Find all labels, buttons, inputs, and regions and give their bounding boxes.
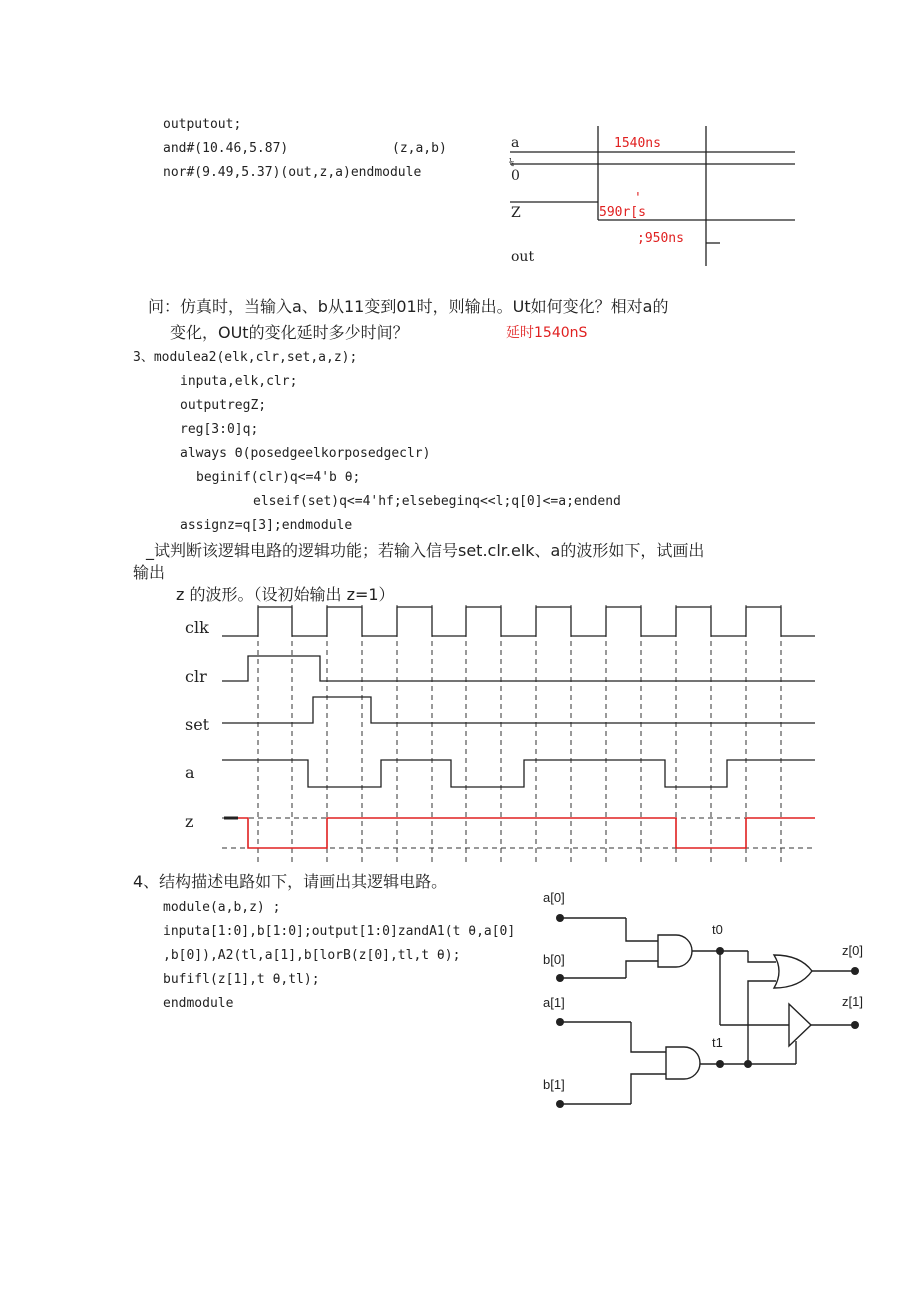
node-t1-b: [744, 1060, 752, 1068]
circuit-label-t0: t0: [712, 922, 723, 937]
timing1-ann-1540: 1540ns: [614, 136, 661, 151]
circuit-label-z1: z[1]: [842, 994, 863, 1009]
and-gate-a2: [666, 1047, 700, 1079]
node-t0: [716, 947, 724, 955]
question1-answer: 延时1540nS: [506, 325, 588, 341]
waveform-label-z: z: [185, 812, 194, 831]
node-b0: [556, 974, 564, 982]
timing1-label-a: a: [511, 135, 520, 151]
code-line-output: outputout;: [163, 117, 242, 132]
section4-code-3: bufifl(z[1],t θ,tl);: [163, 972, 320, 987]
node-z1: [851, 1021, 859, 1029]
node-z0: [851, 967, 859, 975]
circuit-label-t1: t1: [712, 1035, 723, 1050]
section3-question-line1: _试判断该逻辑电路的逻辑功能；若输入信号set.clr.elk、a的波形如下，试画出: [146, 541, 705, 560]
circuit-label-b1: b[1]: [543, 1077, 565, 1092]
timing1-label-out: out: [511, 249, 535, 265]
circuit-label-a1: a[1]: [543, 995, 565, 1010]
or-gate-b: [774, 955, 812, 988]
circuit-label-b0: b[0]: [543, 952, 565, 967]
section3-code-4: beginif(clr)q<=4'b θ;: [196, 470, 361, 485]
waveform-label-a: a: [185, 763, 195, 782]
timing1-label-z: Z: [511, 205, 521, 221]
section3-code-1: outputregZ;: [180, 398, 267, 413]
timing1-label-frac: ¼: [509, 158, 515, 168]
question1-line2: 变化，OUt的变化延时多少时间？: [170, 323, 409, 342]
section4-code-0: module(a,b,z) ;: [163, 900, 281, 915]
section3-code-6: assignz=q[3];endmodule: [180, 518, 353, 533]
node-a0: [556, 914, 564, 922]
waveform-label-set: set: [185, 715, 210, 734]
bufif1-gate: [789, 1004, 811, 1046]
section4-code-4: endmodule: [163, 996, 234, 1011]
code-line-and-args: (z,a,b): [392, 141, 447, 156]
section4-header: 4、结构描述电路如下，请画出其逻辑电路。: [133, 872, 448, 891]
section3-code-5: elseif(set)q<=4'hf;elsebeginq<<l;q[0]<=a;endend: [253, 494, 621, 509]
timing1-ann-tick: ': [634, 191, 642, 206]
and-gate-a1: [658, 935, 692, 967]
section4-code-2: ,b[0]),A2(tl,a[1],b[lorB(z[0],tl,t θ);: [163, 948, 461, 963]
waveform-label-clr: clr: [185, 667, 207, 686]
section3-header: 3、modulea2(elk,clr,set,a,z);: [133, 350, 358, 365]
timing1-label-zero: 0: [511, 168, 520, 184]
circuit-label-z0: z[0]: [842, 943, 863, 958]
code-line-nor: nor#(9.49,5.37)(out,z,a)endmodule: [163, 165, 422, 180]
section4-code-1: inputa[1:0],b[1:0];output[1:0]zandA1(t θ,a[0]: [163, 924, 516, 939]
section3-code-3: always Θ(posedgeelkorposedgeclr): [180, 446, 431, 461]
circuit-label-a0: a[0]: [543, 890, 565, 905]
node-a1: [556, 1018, 564, 1026]
node-t1-a: [716, 1060, 724, 1068]
code-line-and: and#(10.46,5.87): [163, 141, 289, 156]
section3-code-2: reg[3:0]q;: [180, 422, 259, 437]
node-b1: [556, 1100, 564, 1108]
section3-code-0: inputa,elk,clr;: [180, 374, 298, 389]
section3-question-line2: 输出: [133, 563, 166, 582]
section3-question-line3: z 的波形。（设初始输出 z=1）: [176, 585, 395, 604]
waveform-label-clk: clk: [185, 618, 209, 637]
question1-line1: 问：仿真时，当输入a、b从11变到01时，则输出。Ut如何变化？相对a的: [148, 297, 669, 316]
timing1-ann-950: ;950ns: [637, 231, 684, 246]
timing1-ann-590: 590r[s: [599, 205, 646, 220]
